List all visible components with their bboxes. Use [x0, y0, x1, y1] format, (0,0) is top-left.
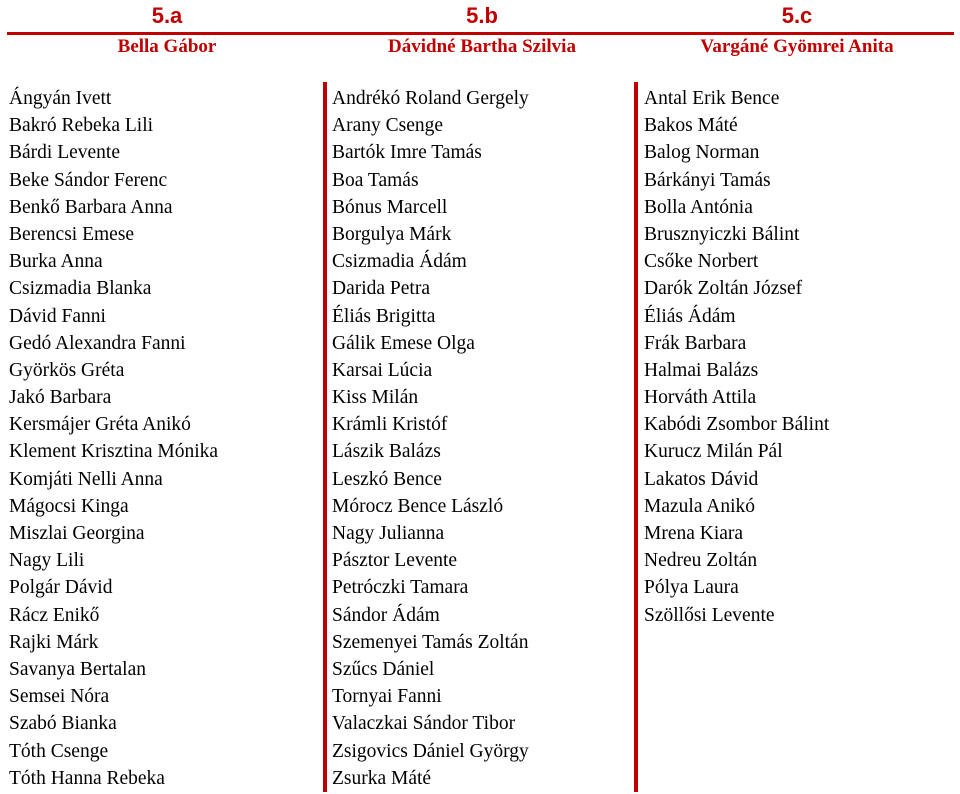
column-divider-right — [634, 82, 638, 792]
student-name: Bárdi Levente — [9, 142, 120, 164]
student-name: Szabó Bianka — [9, 713, 117, 735]
student-name: Savanya Bertalan — [9, 658, 146, 680]
student-name: Ángyán Ivett — [9, 88, 112, 109]
student-name: Darók Zoltán József — [644, 278, 803, 300]
student-list-5b — [332, 85, 529, 792]
student-list-5a — [9, 85, 218, 792]
student-name: Tornyai Fanni — [332, 686, 442, 708]
student-list-5c — [644, 85, 829, 629]
student-name: Bartók Imre Tamás — [332, 142, 482, 164]
student-name: Tóth Hanna Rebeka — [9, 767, 165, 789]
student-name: Komjáti Nelli Anna — [9, 468, 163, 490]
student-name: Bakos Máté — [644, 115, 738, 137]
student-name: Zsigovics Dániel György — [332, 740, 529, 762]
student-name: Pólya Laura — [644, 577, 739, 599]
student-name: Sándor Ádám — [332, 604, 440, 626]
student-name: Burka Anna — [9, 251, 103, 273]
student-name: Bónus Marcell — [332, 196, 448, 218]
student-name: Krámli Kristóf — [332, 414, 448, 436]
student-name: Kiss Milán — [332, 387, 419, 409]
student-name: Kurucz Milán Pál — [644, 441, 783, 463]
teacher-5c: Vargáné Gyömrei Anita — [700, 36, 894, 57]
student-name: Bakró Rebeka Lili — [9, 115, 154, 137]
student-name: Lászik Balázs — [332, 441, 441, 463]
student-name: Berencsi Emese — [9, 223, 135, 245]
student-name: Nagy Julianna — [332, 523, 445, 544]
student-name: Gálik Emese Olga — [332, 332, 475, 354]
teacher-5a: Bella Gábor — [117, 36, 217, 57]
student-name: Petróczki Tamara — [332, 577, 469, 599]
student-name: Karsai Lúcia — [332, 359, 433, 381]
student-name: Boa Tamás — [332, 169, 419, 191]
teacher-5b: Dávidné Bartha Szilvia — [388, 36, 576, 57]
student-name: Darida Petra — [332, 278, 430, 300]
student-name: Csőke Norbert — [644, 251, 759, 273]
student-name: Szöllősi Levente — [644, 604, 775, 626]
student-name: Lakatos Dávid — [644, 468, 759, 490]
student-name: Leszkó Bence — [332, 468, 442, 490]
student-name: Dávid Fanni — [9, 305, 106, 327]
student-name: Györkös Gréta — [9, 359, 125, 381]
student-name: Polgár Dávid — [9, 577, 113, 599]
student-name: Gedó Alexandra Fanni — [9, 332, 186, 354]
student-name: Jakó Barbara — [9, 387, 112, 409]
student-name: Rajki Márk — [9, 631, 99, 653]
student-name: Halmai Balázs — [644, 359, 759, 381]
student-name: Andrékó Roland Gergely — [332, 88, 529, 109]
student-name: Éliás Ádám — [644, 305, 736, 327]
student-name: Nagy Lili — [9, 550, 85, 572]
student-name: Pásztor Levente — [332, 550, 458, 572]
student-name: Éliás Brigitta — [332, 305, 436, 327]
student-name: Szemenyei Tamás Zoltán — [332, 631, 529, 653]
student-name: Mrena Kiara — [644, 523, 744, 544]
student-name: Benkő Barbara Anna — [9, 196, 173, 218]
student-name: Mágocsi Kinga — [9, 495, 129, 517]
class-title-5c: 5.c — [781, 3, 813, 28]
student-name: Arany Csenge — [332, 115, 444, 137]
student-name: Bárkányi Tamás — [644, 169, 771, 191]
class-title-5a: 5.a — [151, 3, 183, 28]
student-name: Valaczkai Sándor Tibor — [332, 713, 516, 735]
student-name: Bolla Antónia — [644, 196, 753, 218]
student-name: Kersmájer Gréta Anikó — [9, 414, 191, 436]
student-name: Balog Norman — [644, 142, 760, 164]
class-title-5b: 5.b — [466, 3, 498, 28]
student-name: Tóth Csenge — [9, 740, 109, 762]
student-name: Beke Sándor Ferenc — [9, 169, 168, 191]
student-name: Frák Barbara — [644, 332, 747, 354]
student-name: Antal Erik Bence — [644, 88, 780, 109]
student-name: Borgulya Márk — [332, 223, 452, 245]
student-name: Kabódi Zsombor Bálint — [644, 414, 830, 436]
student-name: Brusznyiczki Bálint — [644, 223, 800, 245]
student-name: Csizmadia Ádám — [332, 251, 467, 273]
column-divider-left — [323, 82, 327, 792]
student-name: Mazula Anikó — [644, 495, 756, 517]
student-name: Mórocz Bence László — [332, 495, 504, 517]
student-name: Klement Krisztina Mónika — [9, 441, 219, 463]
student-name: Csizmadia Blanka — [9, 278, 152, 300]
student-name: Szűcs Dániel — [332, 658, 435, 680]
student-name: Semsei Nóra — [9, 686, 110, 708]
student-name: Miszlai Georgina — [9, 523, 145, 544]
student-name: Zsurka Máté — [332, 767, 432, 789]
student-name: Rácz Enikő — [9, 604, 100, 626]
student-name: Nedreu Zoltán — [644, 550, 758, 572]
student-name: Horváth Attila — [644, 387, 757, 409]
